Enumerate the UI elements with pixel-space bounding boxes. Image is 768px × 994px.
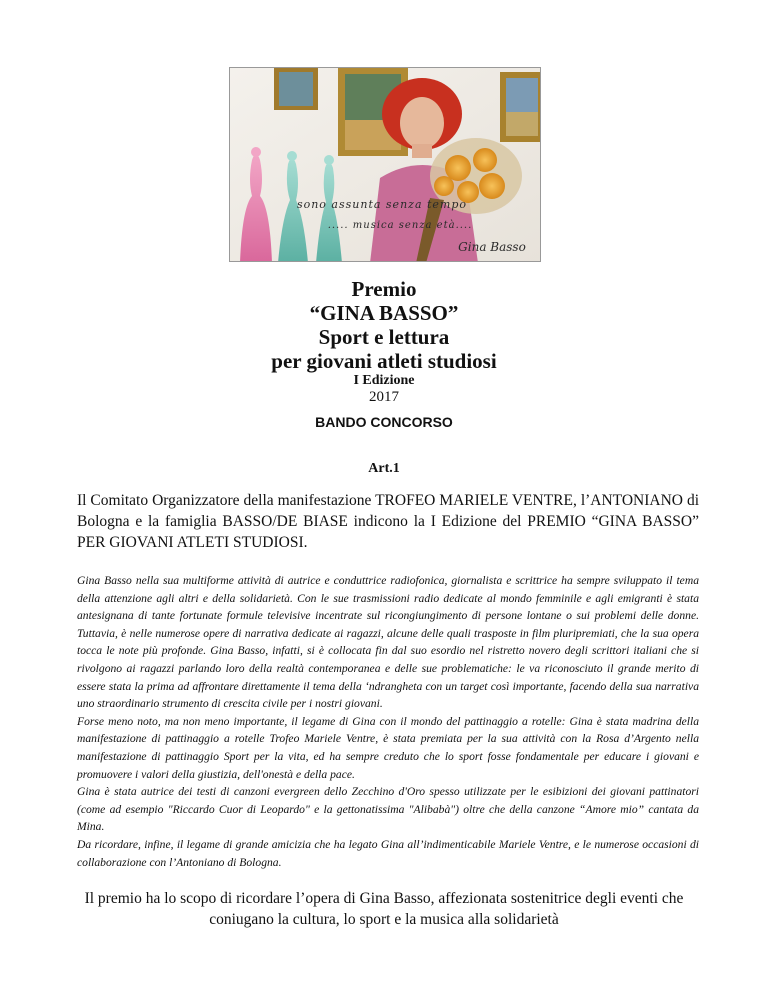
photo-caption-1: sono assunta senza tempo	[296, 198, 468, 211]
bio-paragraph: Gina è stata autrice dei testi di canzoni evergreen dello Zecchino d'Oro spesso utilizzate per le esibizioni dei giovani pattinatori (come ad esempio "Riccardo Cuor di Leopardo" e la gettonatissima "Alibabà") oltre che della canzone “Amore mio” cantata da Mina.	[77, 785, 699, 834]
title-giovani-atleti: per giovani atleti studiosi	[271, 349, 497, 373]
bando-heading: BANDO CONCORSO	[315, 414, 453, 430]
intro-paragraph: Il Comitato Organizzatore della manifestazione TROFEO MARIELE VENTRE, l’ANTONIANO di Bologna e la famiglia BASSO/DE BIASE indicono la I Edizione del PREMIO “GINA BASSO” PER GIOVANI ATLETI STUDIOSI.	[77, 492, 699, 551]
edition-label: I Edizione	[353, 373, 415, 388]
biography-section	[77, 572, 699, 871]
photo-caption-2: ..... musica senza età....	[327, 220, 473, 231]
photo-signature: Gina Basso	[458, 240, 526, 254]
edition-year: 2017	[369, 389, 399, 405]
bio-paragraph: Da ricordare, infine, il legame di grande amicizia che ha legato Gina all’indimenticabile Mariele Ventre, e le numerose occasioni di collaborazione con l’Antoniano di Bologna.	[77, 837, 699, 869]
article-heading: Art.1	[368, 461, 400, 476]
title-sport-lettura: Sport e lettura	[318, 325, 450, 349]
closing-paragraph: Il premio ha lo scopo di ricordare l’opera di Gina Basso, affezionata sostenitrice degli eventi che coniugano la cultura, lo sport e la musica alla solidarietà	[84, 890, 684, 928]
bio-paragraph: Forse meno noto, ma non meno importante, il legame di Gina con il mondo del pattinaggio a rotelle: Gina è stata madrina della manifestazione di pattinaggio a rotelle Trofeo Mariele Ventre, è stata premiata per la sua attività con la Rosa d’Argento nella manifestazione di pattinaggio Sport per la vita, ed ha sempre creduto che lo sport fosse fondamentale per educare i giovani e promuovere i valori della giustizia, dell'onestà e della pace.	[77, 714, 699, 781]
bio-paragraph: Gina Basso nella sua multiforme attività di autrice e conduttrice radiofonica, giornalista e scrittrice ha sempre sviluppato il tema della attenzione agli altri e della solidarietà. Con le sue trasmissioni radio dedicate al mondo femminile e agli emigranti è stata antesignana di tante fortunate formule televisive incentrate sul ricongiungimento di persone lontane o sui problemi delle donne. Tuttavia, è nelle numerose opere di narrativa dedicate ai ragazzi, alcune delle quali trasposte in film pluripremiati, che la sua opera tocca le note più profonde. Gina Basso, infatti, si è collocata fin dal suo esordio nel ristretto novero degli scrittori italiani che si rivolgono ai ragazzi parlando loro della realtà contemporanea e delle sue problematiche: le va riconosciuto il grande merito di essere stata la prima ad affrontare direttamente il tema della ‘ndrangheta con un target così importante, facendo della sua narrativa uno straordinario strumento di crescita civile per i nostri giovani.	[77, 574, 699, 711]
portrait-photo	[229, 67, 541, 262]
title-premio: Premio	[351, 277, 417, 301]
title-gina-basso: “GINA BASSO”	[309, 301, 459, 325]
